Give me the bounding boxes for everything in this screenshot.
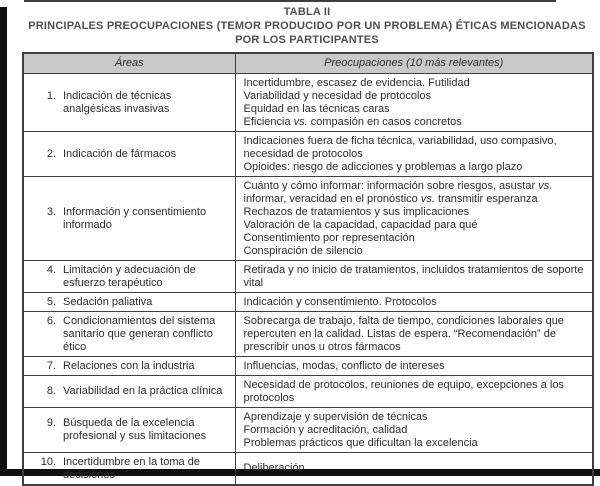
concern-line: Indicación y consentimiento. Protocolos [243, 295, 437, 308]
concern-line: Rechazos de tratamientos y sus implicaciones [243, 205, 470, 218]
concerns-cell [235, 376, 593, 408]
concerns-cell [235, 132, 593, 177]
area-cell [23, 261, 235, 293]
table-body [23, 74, 593, 486]
area-number: 2. [46, 147, 56, 160]
area-label: Condicionamientos del sistema sanitario que generan conflicto ético [63, 314, 216, 353]
concern-line: Incertidumbre, escasez de evidencia. Futilidad [243, 76, 470, 89]
concerns-cell [235, 261, 593, 293]
concerns-table [22, 52, 594, 486]
area-number: 3. [46, 205, 56, 218]
area-number: 9. [46, 417, 56, 429]
concerns-cell [235, 74, 593, 132]
area-number: 8. [46, 385, 56, 397]
table-title-block [22, 5, 592, 47]
area-number: 1. [46, 89, 56, 102]
concerns-cell [235, 357, 593, 376]
concerns-cell [235, 312, 593, 357]
concern-line: Influencias, modas, conflicto de intereses [243, 359, 445, 372]
area-label: Información y consentimiento informado [63, 205, 207, 231]
concern-line: Sobrecarga de trabajo, falta de tiempo, condiciones laborales que repercuten en la calidad. Listas de espera. “Recomendación” de prescribir unos u otros fármacos [243, 314, 564, 353]
area-cell [23, 293, 235, 312]
area-label: Relaciones con la industria [63, 359, 195, 372]
concern-line: Deliberación [243, 462, 305, 474]
area-number: 7. [46, 359, 56, 372]
concern-line: Opioides: riesgo de adicciones y problemas a largo plazo [243, 160, 523, 173]
table-row [23, 177, 593, 261]
table-row [23, 376, 593, 408]
area-cell [23, 408, 235, 453]
table-label: TABLA II [283, 6, 331, 18]
area-label: Búsqueda de la excelencia profesional y sus limitaciones [63, 417, 207, 442]
area-cell [23, 132, 235, 177]
concern-line: Eficiencia vs. compasión en casos concretos [243, 115, 462, 128]
area-cell [23, 177, 235, 261]
table-row [23, 261, 593, 293]
area-label: Indicación de técnicas analgésicas invasivas [63, 89, 172, 115]
area-label: Limitación y adecuación de esfuerzo terapéutico [63, 263, 196, 289]
area-label: Sedación paliativa [63, 295, 153, 308]
area-cell [23, 74, 235, 132]
area-number: 5. [46, 295, 56, 308]
page [22, 5, 592, 486]
concern-line: Equidad en las técnicas caras [243, 102, 390, 115]
area-label: Incertidumbre en la toma de decisiones [63, 455, 200, 481]
area-number: 6. [46, 314, 56, 327]
area-label: Variabilidad en la práctica clínica [63, 385, 223, 397]
concern-line: Valoración de la capacidad, capacidad para qué [243, 218, 478, 231]
concern-line: Necesidad de protocolos, reuniones de equipo, excepciones a los protocolos [243, 378, 564, 404]
table-row [23, 293, 593, 312]
scan-edge-top [24, 0, 556, 2]
concern-line: Variabilidad y necesidad de protocolos [243, 89, 432, 102]
concern-line: Cuánto y cómo informar: información sobre riesgos, asustar vs. informar, veracidad en el pronóstico vs. transmitir esperanza [243, 179, 553, 205]
concerns-cell [235, 293, 593, 312]
header-row [23, 53, 593, 74]
concern-line: Conspiración de silencio [243, 244, 363, 257]
table-row [23, 453, 593, 486]
concerns-cell [235, 453, 593, 486]
table-subtitle: POR LOS PARTICIPANTES [235, 34, 379, 46]
concern-line: Indicaciones fuera de ficha técnica, variabilidad, uso compasivo, necesidad de protocolos [243, 134, 557, 160]
table-row [23, 357, 593, 376]
area-cell [23, 312, 235, 357]
concern-line: Retirada y no inicio de tratamientos, incluidos tratamientos de soporte vital [243, 263, 584, 289]
table-row [23, 312, 593, 357]
area-number: 4. [46, 263, 56, 276]
concerns-cell [235, 408, 593, 453]
scan-edge-left [0, 7, 7, 476]
area-cell [23, 376, 235, 408]
area-number: 10. [40, 455, 56, 468]
area-cell [23, 453, 235, 486]
table-row [23, 74, 593, 132]
area-cell [23, 357, 235, 376]
concern-line: Problemas prácticos que dificultan la excelencia [243, 436, 478, 449]
table-row [23, 408, 593, 453]
concern-line: Consentimiento por representación [243, 231, 415, 244]
column-header-areas: Áreas [23, 53, 235, 74]
table-row [23, 132, 593, 177]
concerns-cell [235, 177, 593, 261]
area-label: Indicación de fármacos [63, 147, 177, 160]
concern-line: Formación y acreditación, calidad [243, 423, 408, 436]
table-title: PRINCIPALES PREOCUPACIONES (TEMOR PRODUCIDO POR UN PROBLEMA) ÉTICAS MENCIONADAS [28, 20, 586, 32]
column-header-concerns: Preocupaciones (10 más relevantes) [235, 53, 593, 74]
concern-line: Aprendizaje y supervisión de técnicas [243, 410, 428, 423]
